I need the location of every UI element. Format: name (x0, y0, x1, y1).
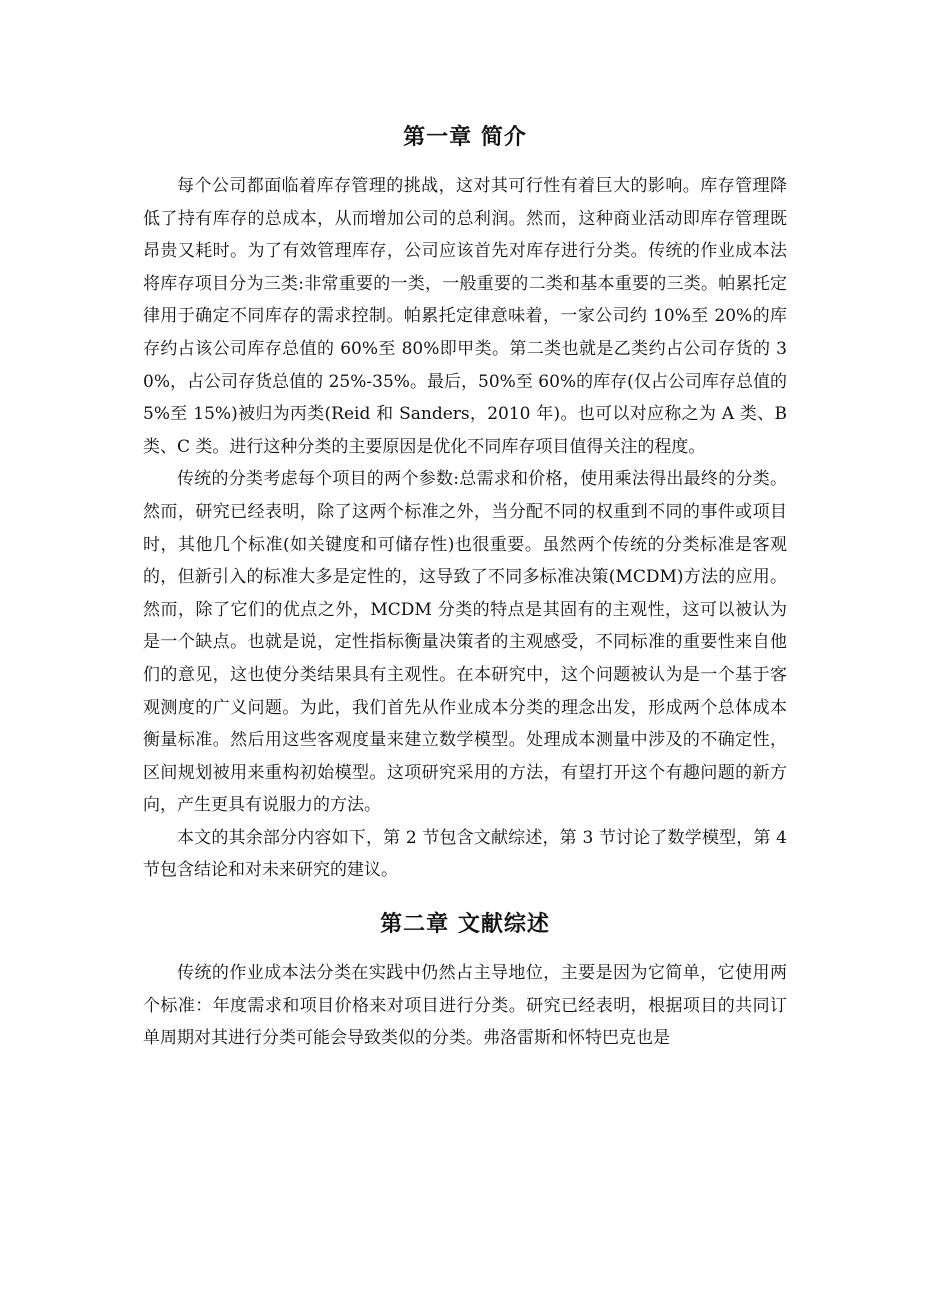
chapter-1-paragraph-3: 本文的其余部分内容如下，第 2 节包含文献综述，第 3 节讨论了数学模型，第 4 节包含结论和对未来研究的建议。 (143, 827, 787, 881)
document-body (143, 118, 787, 1055)
chapter-2-paragraph-1: 传统的作业成本法分类在实践中仍然占主导地位，主要是因为它简单，它使用两个标准：年度需求和项目价格来对项目进行分类。研究已经表明，根据项目的共同订单周期对其进行分类可能会导致类似的分类。弗洛雷斯和怀特巴克也是 (143, 963, 787, 1049)
chapter-2-title: 第二章 文献综述 (380, 912, 550, 938)
chapter-1-paragraph-2: 传统的分类考虑每个项目的两个参数:总需求和价格，使用乘法得出最终的分类。然而，研究已经表明，除了这两个标准之外，当分配不同的权重到不同的事件或项目时，其他几个标准(如关键度和可储存性)也很重要。虽然两个传统的分类标准是客观的，但新引入的标准大多是定性的，这导致了不同多标准决策(MCDM)方法的应用。然而，除了它们的优点之外，MCDM 分类的特点是其固有的主观性，这可以被认为是一个缺点。也就是说，定性指标衡量决策者的主观感受，不同标准的重要性来自他们的意见，这也使分类结果具有主观性。在本研究中，这个问题被认为是一个基于客观测度的广义问题。为此，我们首先从作业成本分类的理念出发，形成两个总体成本衡量标准。然后用这些客观度量来建立数学模型。处理成本测量中涉及的不确定性，区间规划被用来重构初始模型。这项研究采用的方法，有望打开这个有趣问题的新方向，产生更具有说服力的方法。 (143, 469, 787, 816)
chapter-1-title: 第一章 简介 (403, 125, 527, 150)
chapter-1-paragraph-1: 每个公司都面临着库存管理的挑战，这对其可行性有着巨大的影响。库存管理降低了持有库存的总成本，从而增加公司的总利润。然而，这种商业活动即库存管理既昂贵又耗时。为了有效管理库存，公司应该首先对库存进行分类。传统的作业成本法将库存项目分为三类:非常重要的一类，一般重要的二类和基本重要的三类。帕累托定律用于确定不同库存的需求控制。帕累托定律意味着，一家公司约 10%至 20%的库存约占该公司库存总值的 60%至 80%即甲类。第二类也就是乙类约占公司存货的 30%，占公司存货总值的 25%-35%。最后，50%至 60%的库存(仅占公司库存总值的 5%至 15%)被归为丙类(Reid 和 Sanders，2010 年)。也可以对应称之为 A 类、B 类、C 类。进行这种分类的主要原因是优化不同库存项目值得关注的程度。 (143, 176, 787, 457)
